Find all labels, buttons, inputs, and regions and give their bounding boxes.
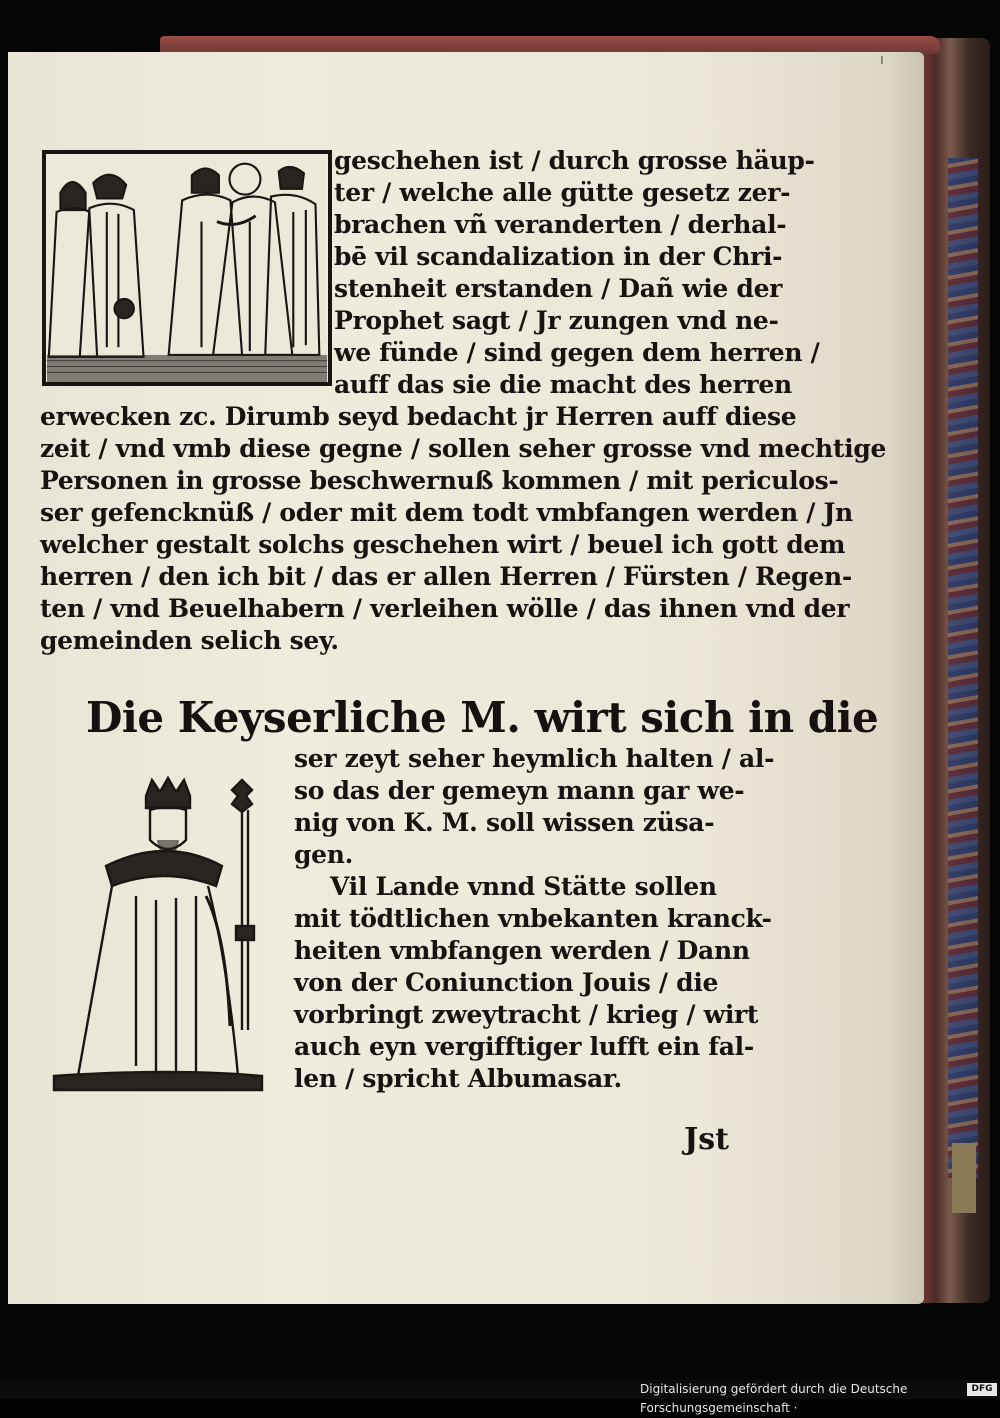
- text-line-b4: gen.: [294, 840, 354, 869]
- footer-credit: Digitalisierung gefördert durch die Deutsche Forschungsgemeinschaft ·: [640, 1382, 908, 1415]
- catchword: Jst: [684, 1122, 729, 1157]
- marbled-edge: [948, 158, 978, 1178]
- text-line-b10: auch eyn vergifftiger lufft ein fal-: [294, 1032, 754, 1061]
- text-line-4: bē vil scandalization in der Chri-: [334, 242, 783, 271]
- text-line-8: auff das sie die macht des herren: [334, 370, 792, 399]
- text-line-b2: so das der gemeyn mann gar we-: [294, 776, 745, 805]
- woodcut-group-illustration: [42, 150, 332, 386]
- text-line-b3: nig von K. M. soll wissen züsa-: [294, 808, 715, 837]
- text-line-13: welcher gestalt solchs geschehen wirt / beuel ich gott dem: [40, 530, 846, 559]
- text-line-2: ter / welche alle gütte gesetz zer-: [334, 178, 791, 207]
- text-line-6: Prophet sagt / Jr zungen vnd ne-: [334, 306, 779, 335]
- text-line-b7: heiten vmbfangen werden / Dann: [294, 936, 750, 965]
- text-line-14: herren / den ich bit / das er allen Herren / Fürsten / Regen-: [40, 562, 852, 591]
- text-line-b11: len / spricht Albumasar.: [294, 1064, 622, 1093]
- text-line-1: geschehen ist / durch grosse häup-: [334, 146, 815, 175]
- section-heading: Die Keyserliche M. wirt sich in die: [86, 693, 879, 742]
- text-line-b1: ser zeyt seher heymlich halten / al-: [294, 744, 775, 773]
- text-line-7: we fünde / sind gegen dem herren /: [334, 338, 820, 367]
- text-line-12: ser gefencknüß / oder mit dem todt vmbfangen werden / Jn: [40, 498, 853, 527]
- text-line-15: ten / vnd Beuelhabern / verleihen wölle / das ihnen vnd der: [40, 594, 850, 623]
- footer-bar: [0, 1380, 1000, 1415]
- text-line-3: brachen vñ veranderten / derhal-: [334, 210, 787, 239]
- text-line-b5: Vil Lande vnnd Stätte sollen: [330, 872, 717, 901]
- text-line-11: Personen in grosse beschwernuß kommen / mit periculos-: [40, 466, 839, 495]
- binding-tape: [952, 1143, 976, 1213]
- text-line-9: erwecken zc. Dirumb seyd bedacht jr Herren auff diese: [40, 402, 797, 431]
- dfg-logo: DFG: [967, 1383, 997, 1396]
- text-line-b8: von der Coniunction Jouis / die: [294, 968, 719, 997]
- woodcut-emperor-illustration: [46, 776, 286, 1094]
- text-line-b6: mit tödtlichen vnbekanten kranck-: [294, 904, 772, 933]
- text-line-10: zeit / vnd vmb diese gegne / sollen seher grosse vnd mechtige: [40, 434, 887, 463]
- text-line-16: gemeinden selich sey.: [40, 626, 339, 655]
- text-line-5: stenheit erstanden / Dañ wie der: [334, 274, 783, 303]
- text-line-b9: vorbringt zweytracht / krieg / wirt: [294, 1000, 759, 1029]
- page-number: ı: [880, 52, 884, 68]
